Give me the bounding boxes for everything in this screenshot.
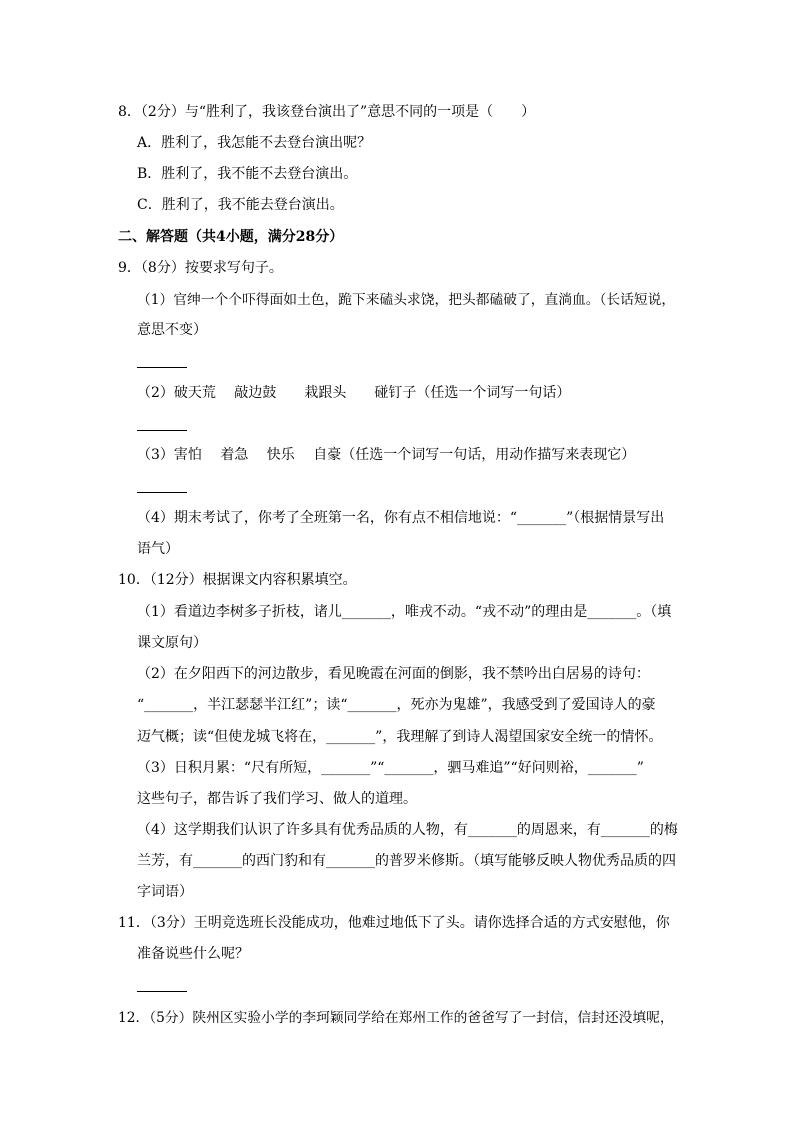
q10-stem: 10．（12分）根据课文内容积累填空。 (118, 572, 357, 588)
q9-part2-answer-line (137, 430, 187, 431)
q10-part4-line3: 字词语） (137, 884, 193, 900)
q10-part2-line2: “_______，半江瑟瑟半江红”；读“_______，死亦为鬼雄”，我感受到了爱国诗人的豪 (137, 697, 656, 713)
q8-option-a: A．胜利了，我怎能不去登台演出呢？ (137, 135, 372, 151)
q10-part4-line1: （4）这学期我们认识了许多具有优秀品质的人物，有_______的周恩来，有_______的梅 (137, 822, 678, 838)
q10-part1-line2: 课文原句） (137, 635, 207, 651)
q9-part3-answer-line (137, 492, 187, 493)
q9-part1-line2: 意思不变） (137, 322, 207, 338)
section-2-title: 二、解答题（共4小题，满分28分） (118, 229, 344, 245)
q10-part4-line2: 兰芳，有_______的西门豹和有_______的普罗米修斯。（填写能够反映人物优秀品质的四 (137, 853, 676, 869)
q9-part1-line1: （1）官绅一个个吓得面如土色，跪下来磕头求饶，把头都磕破了，直淌血。（长话短说， (137, 292, 676, 308)
q10-part3-line2: 这些句子，都告诉了我们学习、做人的道理。 (137, 791, 417, 807)
q8-option-b: B．胜利了，我不能不去登台演出。 (137, 166, 358, 182)
q11-line2: 准备说些什么呢？ (137, 946, 249, 962)
q10-part2-line3: 迈气概；读“但使龙城飞将在，_______”，我理解了到诗人渴望国家安全统一的情怀。 (137, 729, 663, 745)
q9-stem: 9．（8分）按要求写句子。 (118, 260, 283, 276)
q11-answer-line (137, 991, 187, 992)
q9-part1-answer-line (137, 367, 187, 368)
q8-option-c: C．胜利了，我不能去登台演出。 (137, 197, 344, 213)
q10-part3-line1: （3）日积月累：“尺有所短，_______”“_______，驷马难追”“好问则裕，_______” (137, 760, 644, 776)
q9-part2: （2）破天荒 敲边鼓 栽跟头 碰钉子（任选一个词写一句话） (137, 385, 571, 401)
q12-line1: 12．（5分）陕州区实验小学的李珂颖同学给在郑州工作的爸爸写了一封信，信封还没填呢， (118, 1010, 674, 1026)
q9-part3: （3）害怕 着急 快乐 自豪（任选一个词写一句话，用动作描写来表现它） (137, 447, 636, 463)
q10-part2-line1: （2）在夕阳西下的河边散步，看见晚霞在河面的倒影，我不禁吟出白居易的诗句： (137, 666, 650, 682)
q8-stem: 8．（2分）与“胜利了，我该登台演出了”意思不同的一项是（ ） (118, 104, 536, 120)
q11-line1: 11．（3分）王明竞选班长没能成功，他难过地低下了头。请你选择合适的方式安慰他，你 (118, 915, 670, 931)
q9-part4-line2: 语气） (137, 541, 179, 557)
q9-part4-line1: （4）期末考试了，你考了全班第一名，你有点不相信地说：“_______”（根据情景写出 (137, 510, 665, 526)
q10-part1-line1: （1）看道边李树多子折枝，诸儿_______，唯戎不动。“戎不动”的理由是_______。（填 (137, 604, 672, 620)
